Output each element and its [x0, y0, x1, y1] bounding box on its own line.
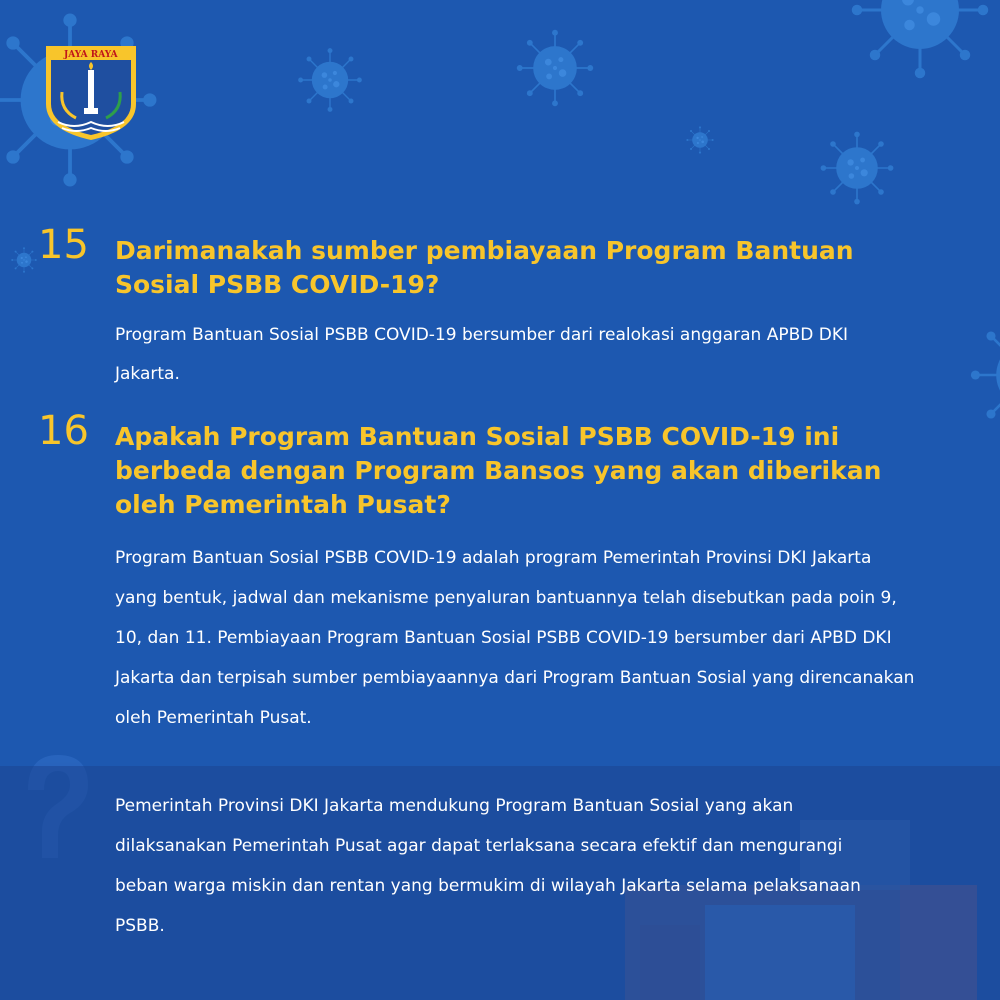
virus-icon [298, 48, 362, 112]
faq-answer: Program Bantuan Sosial PSBB COVID-19 adalah program Pemerintah Provinsi DKI Jakarta yang bentuk, jadwal dan mekanisme penyaluran bantuannya telah disebutkan pada poin 9, 10, dan 11. Pembiayaan Program Bantuan Sosial PSBB COVID-19 bersumber dari APBD DKI Jakarta dan terpisah sumber pembiayaannya dari Program Bantuan Sosial yang direncanakan oleh Pemerintah Pusat. [115, 548, 915, 728]
virus-icon [821, 132, 894, 205]
virus-icon [11, 247, 36, 272]
virus-icon [686, 126, 713, 153]
virus-icon [852, 0, 989, 78]
faq-question: Darimanakah sumber pembiayaan Program Bantuan Sosial PSBB COVID-19? [115, 236, 854, 299]
faq-answer: Program Bantuan Sosial PSBB COVID-19 bersumber dari realokasi anggaran APBD DKI Jakarta. [115, 325, 848, 384]
jakarta-crest-icon [44, 44, 138, 142]
logo-text: JAYA RAYA [64, 50, 118, 60]
virus-icon [517, 30, 593, 106]
faq-number: 15 [38, 222, 89, 268]
virus-icon [971, 316, 1000, 434]
faq-number: 16 [38, 408, 89, 454]
faq-question: Apakah Program Bantuan Sosial PSBB COVID-19 ini berbeda dengan Program Bansos yang akan diberikan oleh Pemerintah Pusat? [115, 422, 882, 519]
footer-note: Pemerintah Provinsi DKI Jakarta mendukung Program Bantuan Sosial yang akan dilaksanakan Pemerintah Pusat agar dapat terlaksana secara efektif dan mengurangi beban warga miskin dan rentan yang bermukim di wilayah Jakarta selama pelaksanaan PSBB. [115, 796, 861, 936]
